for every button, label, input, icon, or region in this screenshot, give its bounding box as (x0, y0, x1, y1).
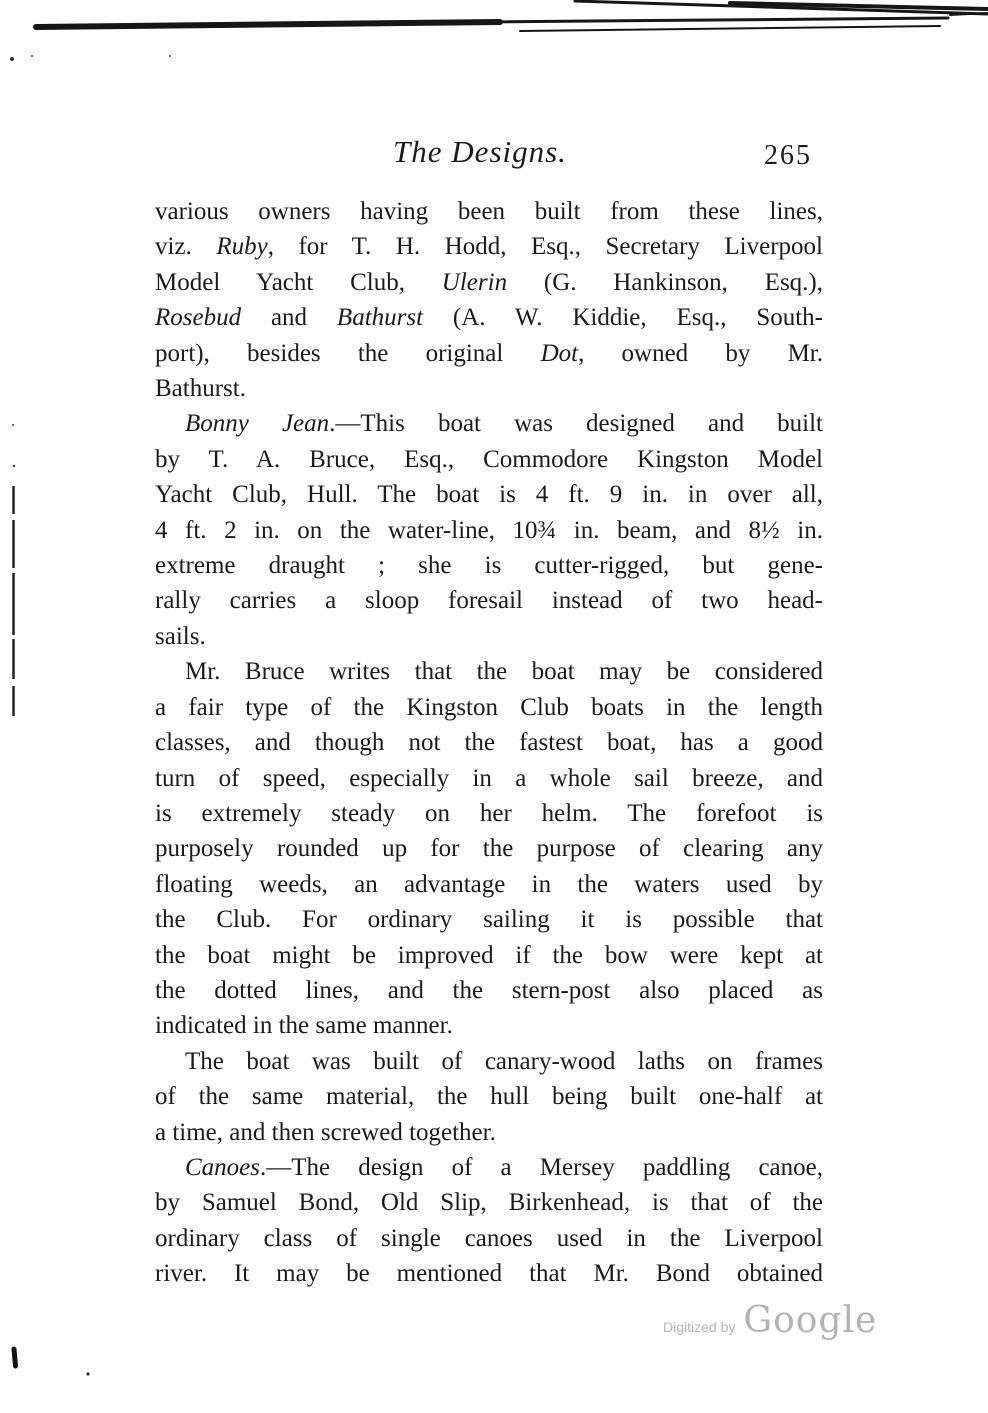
text-run: of the same material, the hull being built one-half at (155, 1083, 823, 1111)
text-line (155, 619, 823, 654)
text-run: a time, and then screwed together. (155, 1118, 496, 1146)
text-line (155, 831, 823, 866)
text-run: viz. (155, 233, 217, 261)
text-line (155, 300, 823, 335)
google-logo: Google (743, 1300, 878, 1341)
text-line (155, 1008, 823, 1043)
text-line (155, 371, 823, 406)
paragraph (155, 406, 823, 654)
italic-run: Ulerin (441, 268, 508, 296)
text-run: Mr. Bruce writes that the boat may be considered (185, 658, 823, 686)
text-run: turn of speed, especially in a whole sail breeze, and (155, 764, 823, 792)
text-run: Model Yacht Club, (155, 268, 442, 296)
text-run: a fair type of the Kingston Club boats in the length (155, 693, 823, 721)
text-line (155, 265, 823, 300)
text-run: extreme draught ; she is cutter-rigged, but gene- (155, 552, 823, 580)
text-run: Yacht Club, Hull. The boat is 4 ft. 9 in. in over all, (155, 481, 823, 509)
text-column (155, 194, 823, 1292)
text-run: purposely rounded up for the purpose of clearing any (155, 835, 823, 863)
text-run: river. It may be mentioned that Mr. Bond obtained (155, 1260, 823, 1288)
italic-run: Dot (540, 339, 579, 367)
text-line (155, 229, 823, 264)
text-run: by T. A. Bruce, Esq., Commodore Kingston Model (155, 445, 823, 473)
text-run: the Club. For ordinary sailing it is possible that (155, 906, 823, 934)
text-run: .—The design of a Mersey paddling canoe, (260, 1153, 823, 1181)
text-line (155, 973, 823, 1008)
paragraph (155, 1044, 823, 1150)
text-line (155, 1150, 823, 1185)
text-run: ordinary class of single canoes used in the Liverpool (155, 1224, 823, 1252)
text-run: , owned by Mr. (578, 339, 823, 367)
italic-run: Rosebud (155, 304, 242, 332)
text-run: is extremely steady on her helm. The forefoot is (155, 799, 823, 827)
text-line (155, 654, 823, 689)
page-number: 265 (764, 140, 812, 171)
text-line (155, 477, 823, 512)
text-run: (G. Hankinson, Esq.), (507, 268, 823, 296)
text-run: .—This boat was designed and built (329, 410, 824, 438)
text-run: The boat was built of canary-wood laths on frames (185, 1047, 823, 1075)
text-run: rally carries a sloop foresail instead of two head- (155, 587, 823, 615)
text-run: port), besides the original (155, 339, 541, 367)
text-line (155, 902, 823, 937)
text-line (155, 690, 823, 725)
text-run: indicated in the same manner. (155, 1012, 453, 1040)
text-line (155, 867, 823, 902)
text-line (155, 1221, 823, 1256)
text-run: 4 ft. 2 in. on the water-line, 10¾ in. beam, and 8½ in. (155, 516, 823, 544)
paragraph (155, 194, 823, 406)
text-run: Bathurst. (155, 375, 246, 403)
text-line (155, 1044, 823, 1079)
top-edge-scan-lines (36, 1, 988, 31)
text-run: classes, and though not the fastest boat, has a good (155, 729, 823, 757)
watermark (663, 1300, 877, 1341)
text-line (155, 194, 823, 229)
italic-run: Bathurst (336, 304, 424, 332)
text-line (155, 725, 823, 760)
text-run: the boat might be improved if the bow were kept at (155, 941, 823, 969)
paragraph (155, 1150, 823, 1292)
italic-run: Ruby (216, 233, 268, 261)
text-line (155, 513, 823, 548)
text-line (155, 1079, 823, 1114)
text-line (155, 1185, 823, 1220)
text-line (155, 938, 823, 973)
text-line (155, 442, 823, 477)
text-run: , for T. H. Hodd, Esq., Secretary Liverpool (267, 233, 823, 261)
text-line (155, 1115, 823, 1150)
paragraph (155, 654, 823, 1043)
text-line (155, 583, 823, 618)
watermark-prefix: Digitized by (663, 1319, 736, 1335)
text-line (155, 336, 823, 371)
running-header (155, 134, 805, 176)
text-line (155, 1256, 823, 1291)
text-run: the dotted lines, and the stern-post also placed as (155, 976, 823, 1004)
text-line (155, 796, 823, 831)
text-run: floating weeds, an advantage in the waters used by (155, 870, 823, 898)
text-run: sails. (155, 622, 206, 650)
dust-specks (10, 55, 171, 1376)
bottom-left-mark (14, 1349, 16, 1366)
text-run: various owners having been built from these lines, (155, 198, 823, 225)
text-line (155, 406, 823, 441)
text-run: and (241, 304, 337, 332)
italic-run: Bonny Jean (185, 410, 330, 438)
text-run: (A. W. Kiddie, Esq., South- (423, 304, 823, 332)
text-line (155, 548, 823, 583)
text-run: by Samuel Bond, Old Slip, Birkenhead, is that of the (155, 1189, 823, 1217)
italic-run: Canoes (185, 1153, 260, 1181)
text-line (155, 761, 823, 796)
page-title: The Designs. (393, 134, 567, 169)
